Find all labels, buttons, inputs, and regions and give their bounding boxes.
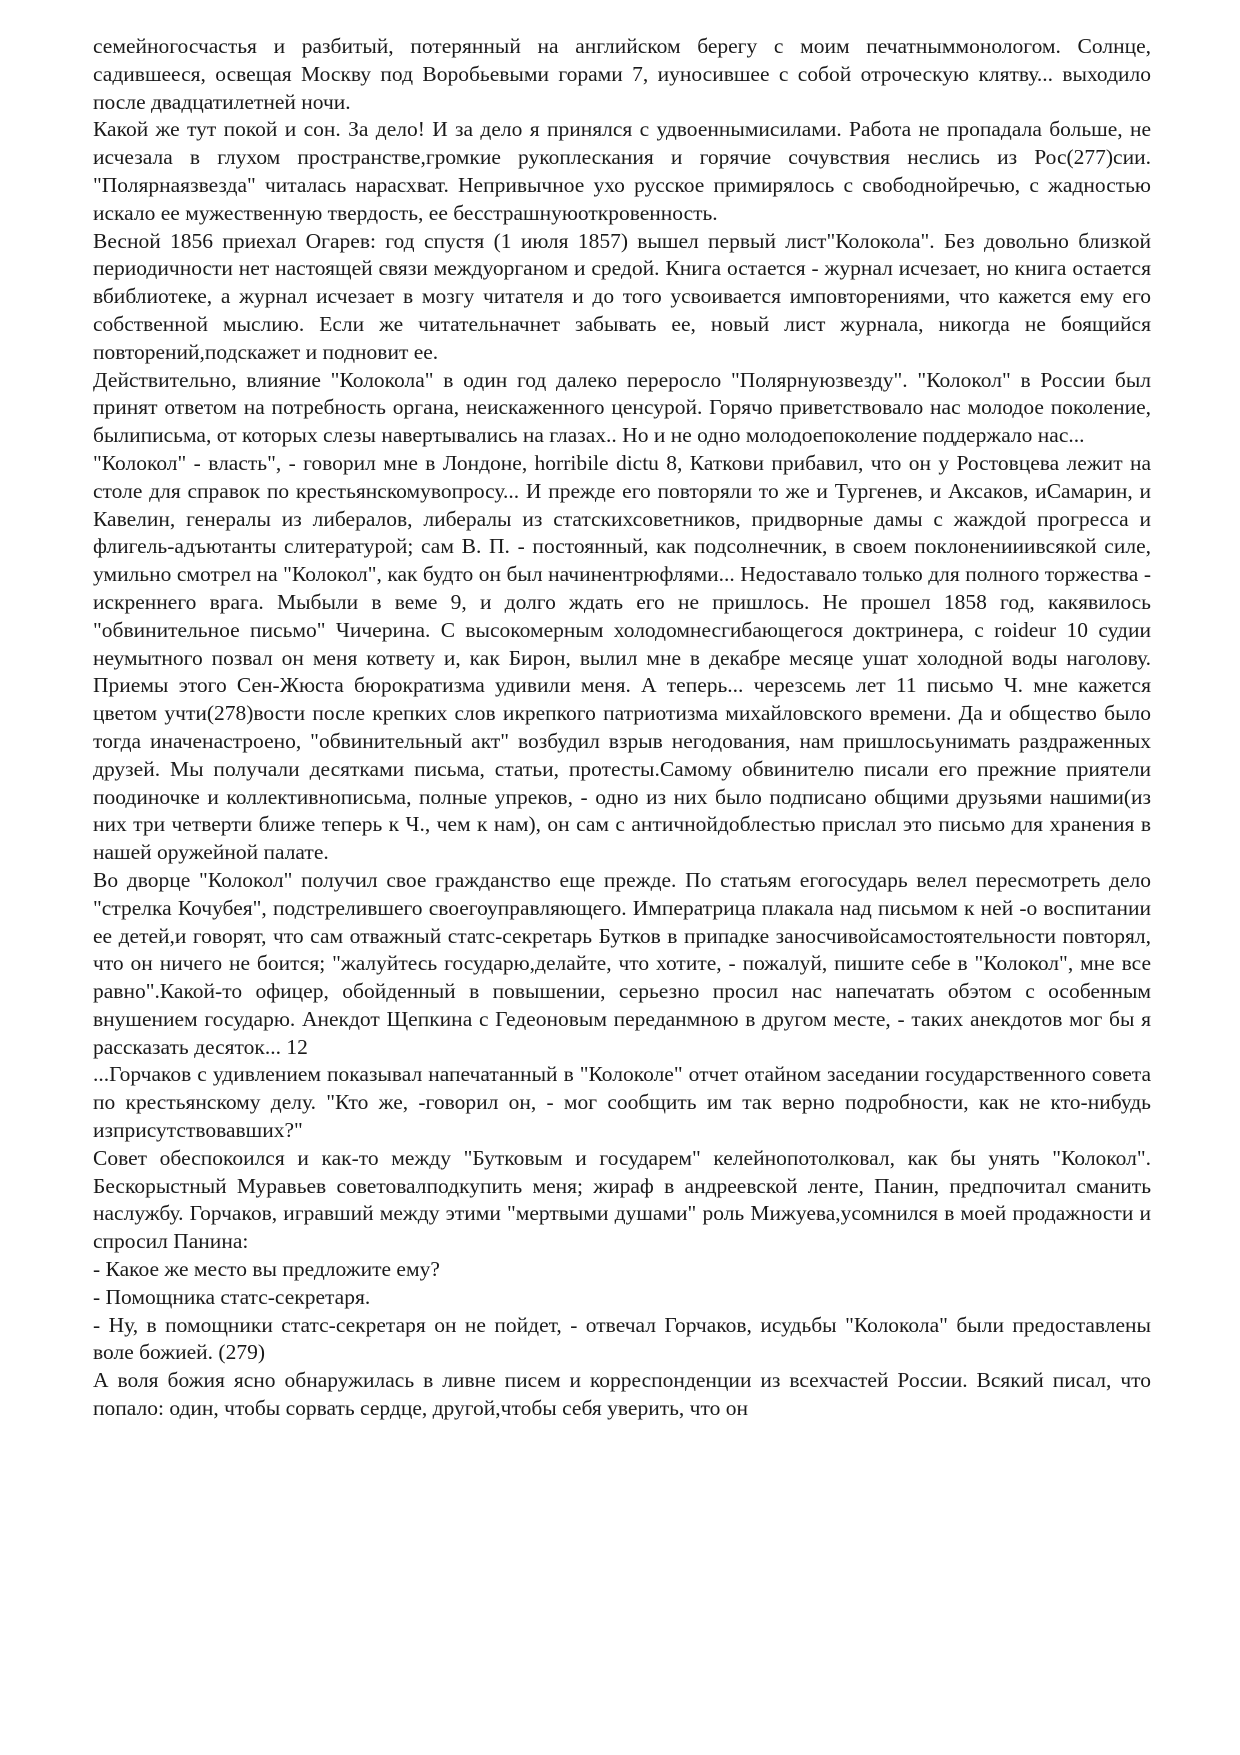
document-body xyxy=(93,33,1151,1423)
paragraph: Действительно, влияние "Колокола" в один год далеко переросло "Полярнуюзвезду". "Колокол" в России был принят ответом на потребность органа, неискаженного ценсурой. Горячо приветствовало нас молодое поколение, былиписьма, от которых слезы навертывались на глазах.. Но и не одно молодоепоколение поддержало нас... xyxy=(93,367,1151,448)
dialogue-line: - Ну, в помощники статс-секретаря он не пойдет, - отвечал Горчаков, исудьбы "Колокола" были предоставлены воле божией. (279) xyxy=(93,1312,1151,1365)
paragraph: семейногосчастья и разбитый, потерянный на английском берегу с моим печатныммонологом. Солнце, садившееся, освещая Москву под Воробьевыми горами 7, иуносившее с собой отроческую клятву... выходило после двадцатилетней ночи. xyxy=(93,34,1151,114)
dialogue-line: - Какое же место вы предложите ему? xyxy=(93,1257,440,1282)
paragraph: Весной 1856 приехал Огарев: год спустя (1 июля 1857) вышел первый лист"Колокола". Без довольно близкой периодичности нет настоящей связи междуорганом и средой. Книга остается - журнал исчезает, но книга остается вбиблиотеке, а журнал исчезает в мозгу читателя и до того усвоивается имповторениями, что кажется ему его собственной мыслию. Если же читательначнет забывать ее, новый лист журнала, никогда не боящийся повторений,подскажет и подновит ее. xyxy=(93,228,1151,364)
paragraph: А воля божия ясно обнаружилась в ливне писем и корреспонденции из всехчастей России. Всякий писал, что попало: один, чтобы сорвать сердце, другой,чтобы себя уверить, что он xyxy=(93,1368,1151,1421)
paragraph: Совет обеспокоился и как-то между "Бутковым и государем" келейнопотолковал, как бы унять "Колокол". Бескорыстный Муравьев советовалподкупить меня; жираф в андреевской ленте, Панин, предпочитал сманить наслужбу. Горчаков, игравший между этими "мертвыми душами" роль Мижуева,усомнился в моей продажности и спросил Панина: xyxy=(93,1145,1151,1254)
paragraph: Какой же тут покой и сон. За дело! И за дело я принялся с удвоеннымисилами. Работа не пропадала больше, не исчезала в глухом пространстве,громкие рукоплескания и горячие сочувствия неслись из Рос(277)сии. "Полярнаязвезда" читалась нарасхват. Непривычное ухо русское примирялось с свободнойречью, с жадностью искало ее мужественную твердость, ее бесстрашнуюоткровенность. xyxy=(93,117,1151,225)
dialogue-line: - Помощника статс-секретаря. xyxy=(93,1284,371,1309)
paragraph: "Колокол" - власть", - говорил мне в Лондоне, horribile dictu 8, Каткови прибавил, что он у Ростовцева лежит на столе для справок по крестьянскомувопросу... И прежде его повторяли то же и Тургенев, и Аксаков, иСамарин, и Кавелин, генералы из либералов, либералы из статскихсоветников, придворные дамы с жаждой прогресса и флигель-адъютанты слитературой; сам В. П. - постоянный, как подсолнечник, в своем поклоненииивсякой силе, умильно смотрел на "Колокол", как будто он был начинентрюфлями... Недоставало только для полного торжества - искреннего врага. Мыбыли в веме 9, и долго ждать его не пришлось. Не прошел 1858 год, какявилось "обвинительное письмо" Чичерина. С высокомерным холодомнесгибающегося доктринера, с roideur 10 судии неумытного позвал он меня кответу и, как Бирон, вылил мне в декабре месяце ушат холодной воды наголову. Приемы этого Сен-Жюста бюрократизма удивили меня. А теперь... черезсемь лет 11 письмо Ч. мне кажется цветом учти(278)вости после крепких слов икрепкого патриотизма михайловского времени. Да и общество было тогда иначенастроено, "обвинительный акт" возбудил взрыв негодования, нам пришлосьунимать раздраженных друзей. Мы получали десятками письма, статьи, протесты.Самому обвинителю писали его прежние приятели поодиночке и коллективнописьма, полные упреков, - одно из них было подписано общими друзьями нашими(из них три четверти ближе теперь к Ч., чем к нам), он сам с античнойдоблестью прислал это письмо для хранения в нашей оружейной палате. xyxy=(93,450,1151,865)
paragraph: Во дворце "Колокол" получил свое гражданство еще прежде. По статьям егогосударь велел пересмотреть дело "стрелка Кочубея", подстрелившего своегоуправляющего. Императрица плакала над письмом к ней -о воспитании ее детей,и говорят, что сам отважный статс-секретарь Бутков в припадке заносчивойсамостоятельности повторял, что он ничего не боится; "жалуйтесь государю,делайте, что хотите, - пожалуй, пишите себе в "Колокол", мне все равно".Какой-то офицер, обойденный в повышении, серьезно просил нас напечатать обэтом с особенным внушением государю. Анекдот Щепкина с Гедеоновым переданмною в другом месте, - таких анекдотов мог бы я рассказать десяток... 12 xyxy=(93,867,1151,1059)
paragraph: ...Горчаков с удивлением показывал напечатанный в "Колоколе" отчет отайном заседании государственного совета по крестьянскому делу. "Кто же, -говорил он, - мог сообщить им так верно подробности, как не кто-нибудь изприсутствовавших?" xyxy=(93,1062,1151,1143)
